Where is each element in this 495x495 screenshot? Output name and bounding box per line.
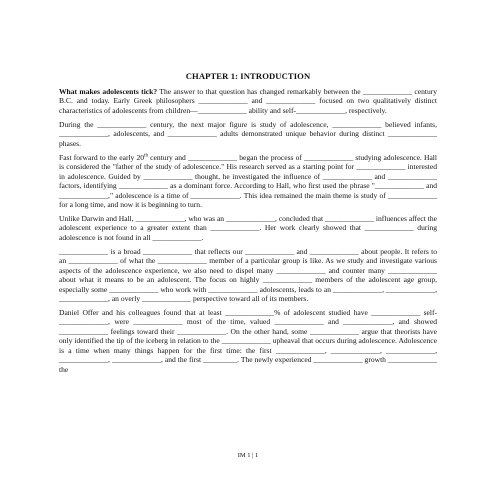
- paragraph-1: [59, 87, 437, 115]
- page-footer: IM 1 | 1: [237, 452, 259, 459]
- chapter-title: CHAPTER 1: INTRODUCTION: [185, 71, 311, 81]
- paragraph-5: _____________ is a broad _____________ that reflects our _____________ and _____________ about people. It refers to an _____________ of what the _____________ member of a particular group is like. As we study and investigate various aspects of the adolescence experience, we also need to dispel many _____________ and counter many _____________ about what it means to be an adolescent. The focus on highly _____________ members of the adolescent age group, especially some _____________ who work with _____________ adolescents, leads to an _____________, _____________, _____________, an overly _____________ perspective toward all of its members.: [59, 246, 437, 304]
- paragraph-4: Unlike Darwin and Hall, _____________, who was an _____________, concluded that _____________ influences affect the adolescent experience to a greater extent than _____________. Her work clearly showed that _____________ during adolescence is not found in all _____________.: [59, 213, 437, 242]
- paragraph-1-text: The answer to that question has changed remarkably between the _____________ century B.C. and today. Early Greek philosophers _____________ and _____________ focused on two qualitatively distinct characteristics of adolescents from children—_____________ ability and self-_____________, respectively.: [59, 87, 438, 115]
- document-body: [59, 87, 437, 379]
- paragraph-3-start: Fast forward to the early 20: [59, 152, 145, 162]
- paragraph-3-rest: century and _____________ began the process of _____________ studying adolescence. Hall is considered the "father of the study of adolescence." His research served as a starting point for _____________ interested in adolescence. Guided by _____________ thought, he investigated the influence of _____________ and _____________ factors, identifying _____________ as a dominant force. According to Hall, who first used the phrase "_____________ and _____________," adolescence is a time of _____________. This idea remained the main theme is study of _____________ for a long time, and now it is beginning to turn.: [59, 152, 437, 209]
- paragraph-6: Daniel Offer and his colleagues found that at least _____________% of adolescent studied have _____________ self-_____________, were _____________ most of the time, valued _____________ and _____________, and showed _____________ feelings toward their _____________. On the other hand, some _____________ argue that theorists have only identified the tip of the iceberg in relation to the _____________ upheaval that occurs during adolescence. Adolescence is a time when many things happen for the first time: the first _____________, _____________, _____________, _____________, _____________, and the first _________. The newly experienced _____________ growth _____________ the: [59, 308, 437, 374]
- ordinal-suffix: th: [144, 153, 148, 159]
- paragraph-2: During the _____________ century, the next major figure is study of adolescence, _____________ believed infants, _____________, adolescents, and _____________ adults demonstrated unique behavior during distinct _____________ phases.: [59, 119, 437, 148]
- document-page: [59, 0, 437, 495]
- lead-question: What makes adolescents tick?: [59, 87, 158, 96]
- paragraph-3: [59, 153, 437, 210]
